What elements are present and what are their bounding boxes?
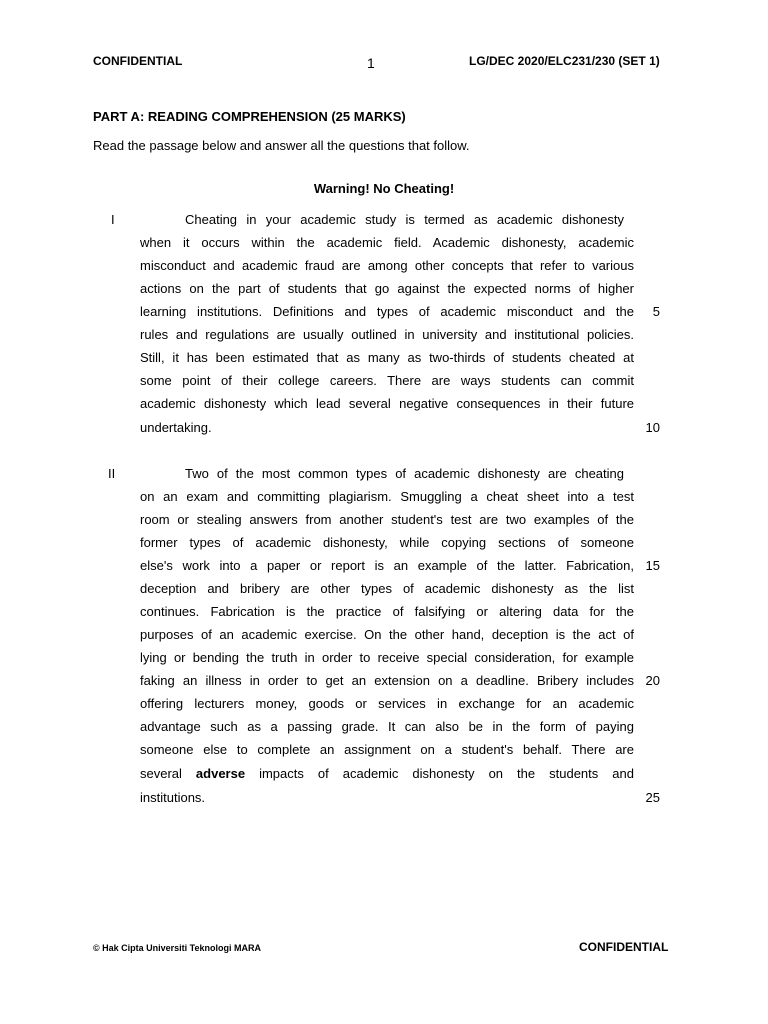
footer-confidential-label: CONFIDENTIAL [579,940,669,954]
footer-copyright: © Hak Cipta Universiti Teknologi MARA [93,943,261,953]
header-confidential-label: CONFIDENTIAL [93,54,183,68]
passage-line: else's work into a paper or report is an example of the latter. Fabrication, [140,558,634,573]
passage-text: impacts of academic dishonesty on the students and [245,766,634,781]
passage-line: Two of the most common types of academic dishonesty are cheating [185,466,624,481]
paragraph-number-1: I [111,212,115,227]
passage-line: actions on the part of students that go against the expected norms of higher [140,281,634,296]
passage-line: institutions. [140,790,206,805]
passage-line: Still, it has been estimated that as many as two-thirds of students cheated at [140,350,634,365]
passage-line: academic dishonesty which lead several negative consequences in their future [140,396,634,411]
line-number: 10 [645,420,660,435]
passage-line: purposes of an academic exercise. On the other hand, deception is the act of [140,627,634,642]
emphasized-word: adverse [195,766,246,781]
passage-line: rules and regulations are usually outlined in university and institutional policies. [140,327,634,342]
passage-line: undertaking. [140,420,212,435]
line-number: 5 [652,304,660,319]
page-number: 1 [367,55,375,71]
passage-line: when it occurs within the academic field. Academic dishonesty, academic [140,235,634,250]
passage-line: misconduct and academic fraud are among other concepts that refer to various [140,258,634,273]
passage-line: on an exam and committing plagiarism. Smuggling a cheat sheet into a test [140,489,634,504]
passage-line-with-emphasis [140,766,634,781]
line-number: 15 [645,558,660,573]
passage-line: lying or bending the truth in order to receive special consideration, for example [140,650,634,665]
passage-line: room or stealing answers from another student's test are two examples of the [140,512,634,527]
passage-line: offering lecturers money, goods or services in exchange for an academic [140,696,634,711]
passage-line: faking an illness in order to get an extension on a deadline. Bribery includes [140,673,634,688]
passage-line: Cheating in your academic study is termed as academic dishonesty [185,212,624,227]
passage-line: continues. Fabrication is the practice of falsifying or altering data for the [140,604,634,619]
section-title: PART A: READING COMPREHENSION (25 MARKS) [93,109,406,124]
passage-line: advantage such as a passing grade. It can also be in the form of paying [140,719,634,734]
header-document-code: LG/DEC 2020/ELC231/230 (SET 1) [469,54,660,68]
line-number: 25 [645,790,660,805]
line-number: 20 [645,673,660,688]
passage-line: someone else to complete an assignment on a student's behalf. There are [140,742,634,757]
passage-text: several [140,766,196,781]
passage-line: some point of their college careers. There are ways students can commit [140,373,634,388]
section-instructions: Read the passage below and answer all the questions that follow. [93,138,470,153]
passage-line: former types of academic dishonesty, while copying sections of someone [140,535,634,550]
passage-title: Warning! No Cheating! [313,181,455,196]
paragraph-number-2: II [108,466,116,481]
passage-line: learning institutions. Definitions and types of academic misconduct and the [140,304,634,319]
passage-line: deception and bribery are other types of academic dishonesty as the list [140,581,634,596]
